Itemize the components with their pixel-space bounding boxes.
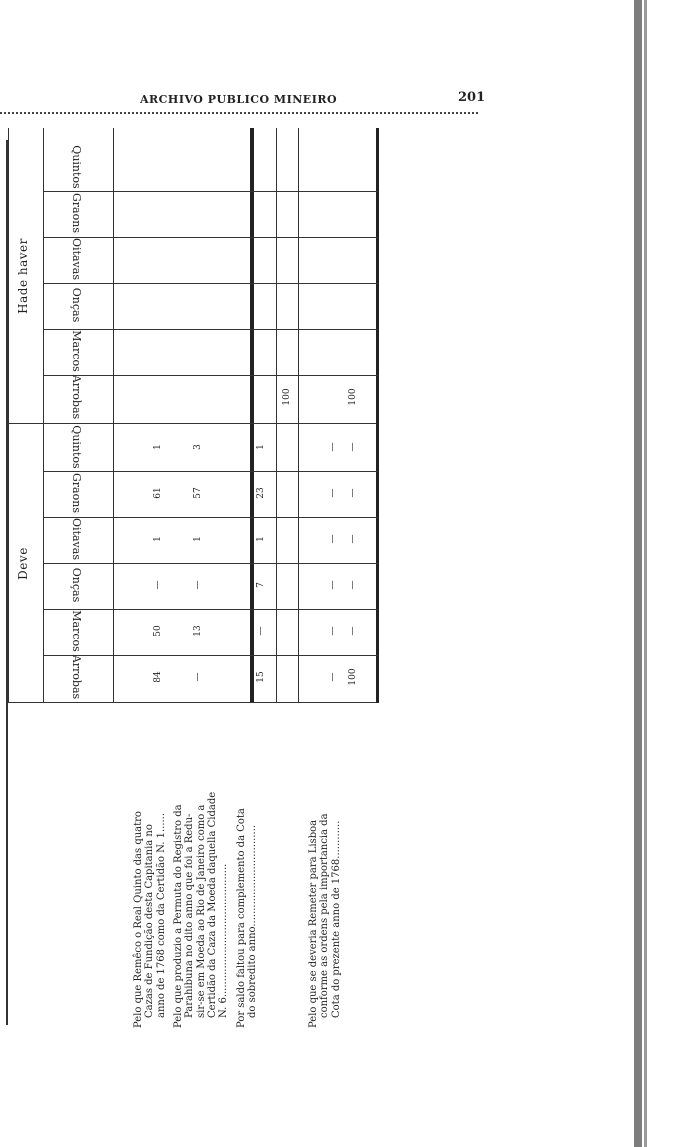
deve-cell: — bbox=[256, 626, 266, 636]
total-deve-cell: — bbox=[348, 580, 358, 590]
entry-line: Pelo que Remêco o Real Quinto das quatro bbox=[133, 811, 144, 1028]
total-rule-2 bbox=[298, 128, 299, 703]
haver-col-header-arrobas: Arrobas bbox=[70, 374, 83, 420]
haver-col-rule-1 bbox=[43, 375, 378, 376]
deve-cell: — bbox=[193, 580, 203, 590]
hade-haver-group-label: Hade haver bbox=[16, 238, 30, 314]
group-header-rule bbox=[43, 128, 44, 703]
deve-cell: 13 bbox=[193, 625, 203, 637]
total-deve-cell: 100 bbox=[348, 668, 358, 686]
haver-col-header-marcos: Marcos bbox=[70, 330, 83, 372]
bottom-double-rule bbox=[250, 128, 254, 703]
haver-col-header-graons: Graons bbox=[70, 193, 83, 233]
page-edge-shadow bbox=[634, 0, 642, 1147]
entry-line: anno de 1768 como da Certidão N. 1...... bbox=[155, 812, 167, 1018]
total-deve-cell: — bbox=[348, 442, 358, 452]
rotated-table-area bbox=[8, 128, 388, 1038]
haver-cell: 100 bbox=[282, 388, 292, 406]
entry-line: N. 6.......................................... bbox=[218, 863, 230, 1018]
running-title: ARCHIVO PUBLICO MINEIRO bbox=[140, 93, 338, 106]
page-header bbox=[0, 90, 697, 120]
entry-text-2 bbox=[173, 792, 229, 1028]
deve-cell: 50 bbox=[153, 625, 163, 637]
deve-cell: 1 bbox=[256, 444, 266, 450]
haver-col-header-quintos: Quintos bbox=[70, 145, 83, 189]
page-edge-shadow-thin bbox=[644, 0, 647, 1147]
entry-line: do sobredito anno................................ bbox=[247, 824, 259, 1018]
deve-cell: 84 bbox=[153, 671, 163, 683]
deve-cell: — bbox=[328, 534, 338, 544]
entry-text-1 bbox=[133, 811, 167, 1028]
deve-col-header-onças: Onças bbox=[70, 567, 83, 603]
deve-col-header-graons: Graons bbox=[70, 473, 83, 513]
total-deve-cell: — bbox=[348, 534, 358, 544]
entry-line: Pelo que se deveria Remeter para Lisboa bbox=[308, 819, 319, 1028]
deve-cell: — bbox=[153, 580, 163, 590]
entry-line: Certidão da Caza da Moeda daquella Cidade bbox=[206, 791, 218, 1018]
deve-col-header-oitavas: Oitavas bbox=[70, 518, 83, 560]
haver-col-header-oitavas: Oitavas bbox=[70, 238, 83, 280]
total-haver-cell: 100 bbox=[348, 388, 358, 406]
deve-cell: 15 bbox=[256, 671, 266, 683]
deve-cell: — bbox=[328, 672, 338, 682]
entry-line: Cazas de Fundição desta Capitania no bbox=[144, 824, 156, 1018]
deve-cell: — bbox=[328, 580, 338, 590]
total-deve-cell: — bbox=[348, 626, 358, 636]
deve-cell: 1 bbox=[256, 536, 266, 542]
haver-col-rule-5 bbox=[43, 191, 378, 192]
col-header-rule bbox=[113, 128, 114, 703]
entry-line: Pelo que produzio a Permuta do Registro da bbox=[173, 804, 184, 1028]
entry-line: sir-se em Moeda ao Rio de Janeiro como a bbox=[195, 804, 207, 1018]
haver-col-header-onças: Onças bbox=[70, 287, 83, 323]
entry-line: Parahibuna no dito anno que foi a Redu- bbox=[184, 813, 196, 1018]
text-column-rule bbox=[8, 702, 378, 703]
deve-cell: 3 bbox=[193, 444, 203, 450]
deve-col-header-marcos: Marcos bbox=[70, 610, 83, 652]
haver-col-rule-3 bbox=[43, 283, 378, 284]
deve-group-label: Deve bbox=[16, 547, 30, 580]
deve-cell: — bbox=[328, 488, 338, 498]
entry-line: conforme as ordens pela importancia da bbox=[319, 813, 331, 1018]
haver-col-rule-4 bbox=[43, 237, 378, 238]
entry-line: Cota do prezente anno de 1768............ bbox=[330, 820, 342, 1018]
entry-line: Por saldo faltou para complemento da Cota bbox=[236, 808, 247, 1028]
deve-cell: — bbox=[328, 626, 338, 636]
deve-col-header-quintos: Quintos bbox=[70, 425, 83, 469]
top-rule bbox=[8, 128, 9, 703]
page-number: 201 bbox=[458, 90, 486, 105]
total-rule bbox=[276, 128, 277, 703]
deve-cell: 1 bbox=[153, 536, 163, 542]
entry-text-3 bbox=[236, 808, 259, 1028]
entry-text-4 bbox=[308, 813, 342, 1028]
outer-bottom-rule bbox=[376, 128, 379, 703]
deve-cell: 7 bbox=[256, 582, 266, 588]
deve-cell: 1 bbox=[193, 536, 203, 542]
haver-col-rule-2 bbox=[43, 329, 378, 330]
deve-cell: — bbox=[193, 672, 203, 682]
header-rule bbox=[0, 112, 478, 114]
deve-cell: 57 bbox=[193, 487, 203, 499]
deve-cell: 23 bbox=[256, 487, 266, 499]
deve-cell: — bbox=[328, 442, 338, 452]
deve-cell: 61 bbox=[153, 487, 163, 499]
deve-cell: 1 bbox=[153, 444, 163, 450]
deve-col-header-arrobas: Arrobas bbox=[70, 654, 83, 700]
ledger-table bbox=[8, 128, 388, 1038]
total-deve-cell: — bbox=[348, 488, 358, 498]
